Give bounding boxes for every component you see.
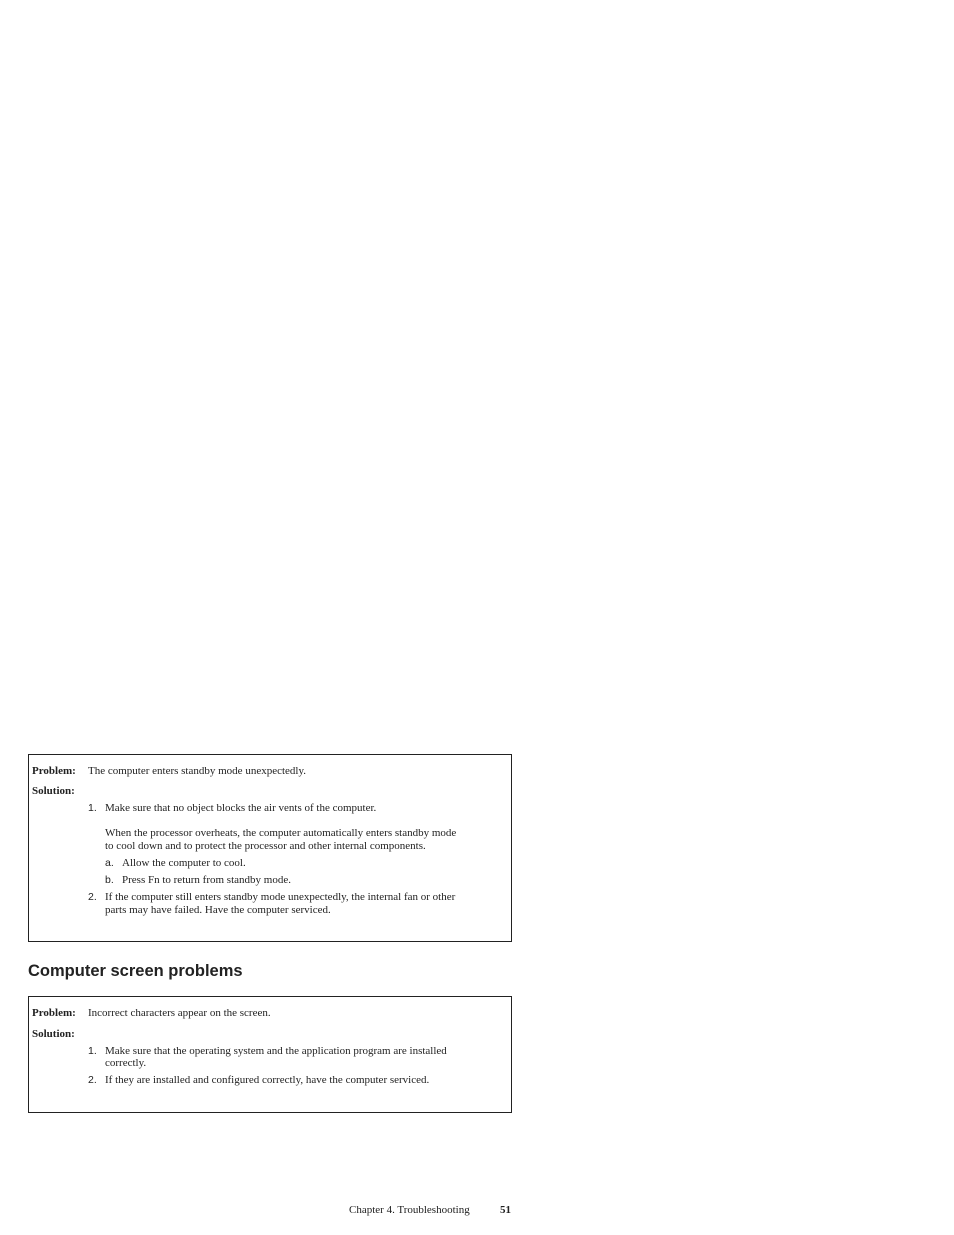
page-number: 51 [500,1204,511,1216]
problem-box-standby [28,754,512,942]
solution-label: Solution: [32,785,75,797]
substep-letter: a. [105,857,114,869]
step-number: 1. [88,1045,97,1057]
step-text: If they are installed and configured correctly, have the computer serviced. [105,1074,430,1086]
step-number: 1. [88,802,97,814]
substep-letter: b. [105,874,114,886]
step-text-line1: Make sure that the operating system and the application program are installed [105,1045,447,1057]
problem-text: The computer enters standby mode unexpectedly. [88,765,306,777]
problem-label: Problem: [32,765,76,777]
problem-text: Incorrect characters appear on the screen. [88,1007,271,1019]
step-number: 2. [88,1074,97,1086]
step-number: 2. [88,891,97,903]
footer-chapter: Chapter 4. Troubleshooting [349,1204,470,1216]
substep-text: Press Fn to return from standby mode. [122,874,291,886]
note-text-line2: to cool down and to protect the processor and other internal components. [105,840,426,852]
solution-label: Solution: [32,1028,75,1040]
step-text-line2: parts may have failed. Have the computer serviced. [105,904,331,916]
note-text-line1: When the processor overheats, the computer automatically enters standby mode [105,827,457,839]
problem-box-screen [28,996,512,1113]
problem-label: Problem: [32,1007,76,1019]
step-text-line1: If the computer still enters standby mode unexpectedly, the internal fan or other [105,891,456,903]
step-text: Make sure that no object blocks the air vents of the computer. [105,802,377,814]
section-heading: Computer screen problems [28,962,243,980]
step-text-line2: correctly. [105,1057,147,1069]
substep-text: Allow the computer to cool. [122,857,246,869]
